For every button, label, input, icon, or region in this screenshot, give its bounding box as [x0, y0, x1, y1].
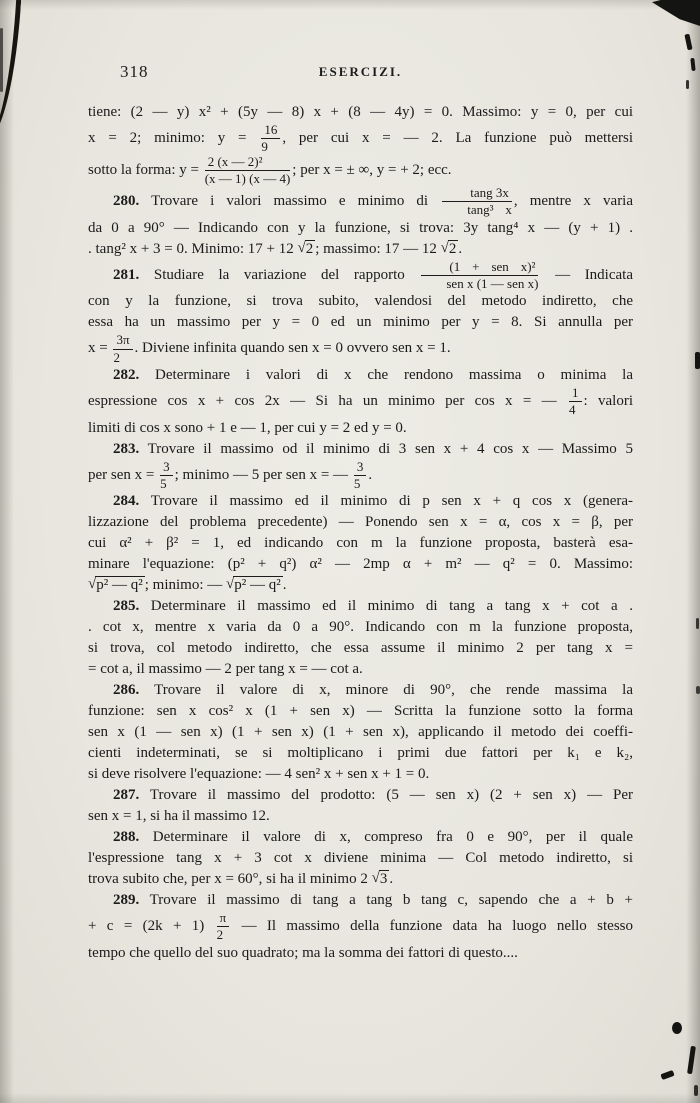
text-line: si trova, col metodo indiretto, che essa assume il minimo 2 per tang x = — [88, 640, 633, 657]
exercise-number: 287. — [113, 787, 140, 804]
text-line: 283. Trovare il massimo od il minimo di 3 sen x + 4 cos x — Massimo 5 — [113, 440, 633, 457]
text-line: 284. Trovare il massimo ed il minimo di p sen x + q cos x (genera- — [113, 493, 633, 510]
text-line: cui α² + β² = 1, ed indicando con m la funzione proposta, basterà esa- — [88, 535, 633, 552]
text-line: tempo che quello del suo quadrato; ma la somma dei fattori di questo.... — [88, 944, 518, 961]
scan-edge-shadow-top — [0, 0, 700, 10]
text-line: 285. Determinare il massimo ed il minimo di tang a tang x + cot a . — [113, 598, 633, 615]
fraction: $\frac{\text{(1 + sen x)²}}{\text{sen x (1 — sen x)}}$ — [421, 260, 538, 292]
scan-artifact-bottom-mark — [660, 1070, 674, 1080]
text-line: sen x = 1, si ha il massimo 12. — [88, 808, 270, 825]
text-line: per sen x = $\frac{3}{5}$ ; minimo — 5 per sen x = — $\frac{3}{5}$ . — [88, 458, 373, 491]
exercise-286 — [88, 680, 633, 785]
exercise-281 — [88, 260, 633, 365]
exercise-289 — [88, 890, 633, 964]
text-line: limiti di cos x sono + 1 e — 1, per cui y = 2 ed y = 0. — [88, 419, 407, 436]
text-line: = cot a, il massimo — 2 per tang x = — cot a. — [88, 661, 363, 678]
scan-artifact-right-mark — [696, 618, 699, 629]
text-line: x = $\frac{3\pi}{2}$ . Diviene infinita quando sen x = 0 ovvero sen x = 1. — [88, 332, 451, 365]
exercise-number: 288. — [113, 829, 140, 846]
text-line: essa ha un massimo per y = 0 ed un minimo per y = 8. Si annulla per — [88, 314, 633, 331]
fraction: $\frac{16}{9}$ — [261, 123, 280, 155]
text-line: . tang² x + 3 = 0. Minimo: 17 + 12 √2 ; massimo: 17 — 12 √2 . — [88, 239, 463, 257]
text-line: trova subito che, per x = 60°, si ha il minimo 2 √3 . — [88, 870, 394, 888]
scan-artifact-right-mark — [695, 352, 700, 369]
text-line: funzione: sen x cos² x (1 + sen x) — Scritta la funzione sotto la forma — [88, 703, 633, 720]
exercise-number: 286. — [113, 682, 140, 699]
exercise-280 — [88, 186, 633, 260]
exercise-number: 281. — [113, 267, 140, 284]
fraction: $\frac{3\pi}{2}$ — [113, 333, 132, 365]
text-line: 289. Trovare il massimo di tang a tang b tang c, sapendo che a + b + — [113, 892, 633, 909]
scan-edge-shadow-bottom — [0, 1093, 700, 1103]
scan-artifact-corner-top-right — [652, 0, 700, 26]
fraction: $\frac{\text{2 (x — 2)²}}{(x — 1) (x — 4)}$ — [204, 153, 291, 186]
text-line: cienti indeterminati, se si moltiplicano i primi due fattori per k₁ e k₂, — [88, 745, 633, 762]
exercise-number: 282. — [113, 366, 140, 383]
exercise-number: 283. — [113, 440, 140, 457]
scan-artifact-bottom-blob — [672, 1022, 682, 1034]
text-line: 280. Trovare i valori massimo e minimo di $\frac{\tan g 3x}{\text{tang³ x}}$ , mentre x varia — [113, 185, 634, 218]
text-line: con y la funzione, si trova subito, valendosi del metodo indiretto, che — [88, 293, 633, 310]
text-line: si deve risolvere l'equazione: — 4 sen² x + sen x + 1 = 0. — [88, 766, 430, 783]
fraction: $\frac{1}{4}$ — [569, 386, 582, 418]
scan-artifact-right-mark — [696, 686, 700, 694]
exercise-288 — [88, 827, 633, 890]
text-line: . cot x, mentre x varia da 0 a 90°. Indicando con m la funzione proposta, — [88, 619, 633, 636]
text-line: √p² — q² ; minimo: — √p² — q² . — [88, 576, 287, 594]
text-line: sen x (1 — sen x) (1 + sen x) (1 + sen x), applicando il metodo dei coeffi- — [88, 724, 633, 741]
text-line: espressione cos x + cos 2x — Si ha un minimo per cos x = — $\frac{1}{4}$ : valori — [88, 384, 633, 418]
sqrt-expression: √2 — [440, 239, 457, 257]
sqrt-expression: √3 — [371, 870, 388, 888]
text-line: 281. Studiare la variazione del rapporto $\frac{\text{(1 + sen x)²}}{\text{sen x (1 — sen x)}}$ — Indicata — [113, 258, 633, 292]
scan-artifact-right-tick — [686, 80, 689, 89]
scan-edge-shadow-left — [0, 0, 14, 1103]
text-line: 288. Determinare il valore di x, compreso fra 0 e 90°, per il quale — [113, 829, 633, 846]
exercise-284 — [88, 491, 633, 596]
exercise-number: 284. — [113, 493, 140, 510]
sqrt-expression: √p² — q² — [88, 576, 143, 594]
scan-edge-shadow-right — [686, 0, 700, 1103]
text-line: 286. Trovare il valore di x, minore di 90°, che rende massima la — [113, 682, 633, 699]
fraction: $\frac{3}{5}$ — [160, 460, 173, 492]
text-line: sotto la forma: y = $\frac{\text{2 (x — 2)²}}{(x — 1) (x — 4)}$ ; per x = ± ∞, y = + 2; ecc. — [88, 153, 452, 186]
scan-artifact-left-sliver — [0, 28, 3, 92]
exercise-number: 289. — [113, 892, 140, 909]
text-block — [88, 102, 633, 964]
sqrt-expression: √p² — q² — [226, 576, 281, 594]
exercise-number: 285. — [113, 598, 140, 615]
text-line: tiene: (2 — y) x² + (5y — 8) x + (8 — 4y) = 0. Massimo: y = 0, per cui — [88, 104, 633, 120]
page-header — [88, 64, 633, 80]
text-line: da 0 a 90° — Indicando con y la funzione, si trova: 3y tang⁴ x — (y + 1) . — [88, 219, 633, 236]
text-line: lizzazione del problema precedente) — Ponendo sen x = α, cos x = β, per — [88, 514, 633, 531]
running-head: ESERCIZI. — [318, 64, 403, 79]
scan-artifact-bottom-mark — [694, 1085, 698, 1096]
exercise-283 — [88, 439, 633, 492]
text-line: l'espressione tang x + 3 cot x diviene minima — Col metodo indiretto, si — [88, 850, 633, 867]
exercise-287 — [88, 785, 633, 827]
paragraph-continuation — [88, 102, 633, 186]
fraction: $\frac{\pi}{2}$ — [217, 911, 230, 943]
exercise-282 — [88, 365, 633, 439]
fraction: $\frac{3}{5}$ — [354, 460, 367, 492]
text-line: 282. Determinare i valori di x che rendono massima o minima la — [113, 366, 633, 383]
text-line: x = 2; minimo: y = $\frac{16}{9}$ , per cui x = — 2. La funzione può mettersi — [88, 122, 633, 155]
sqrt-expression: √2 — [297, 239, 314, 257]
fraction: $\frac{\tan g 3x}{\text{tang³ x}}$ — [442, 186, 512, 218]
text-line: minare l'equazione: (p² + q²) α² — 2mp α + m² — q² = 0. Massimo: — [88, 556, 633, 573]
page-number: 318 — [120, 62, 149, 81]
text-line: 287. Trovare il massimo del prodotto: (5 — sen x) (2 + sen x) — Per — [113, 787, 633, 804]
text-line: + c = (2k + 1) $\frac{\pi}{2}$ — Il massimo della funzione data ha luogo nello stesso — [88, 910, 633, 943]
exercise-285 — [88, 596, 633, 680]
exercise-number: 280. — [113, 193, 140, 210]
